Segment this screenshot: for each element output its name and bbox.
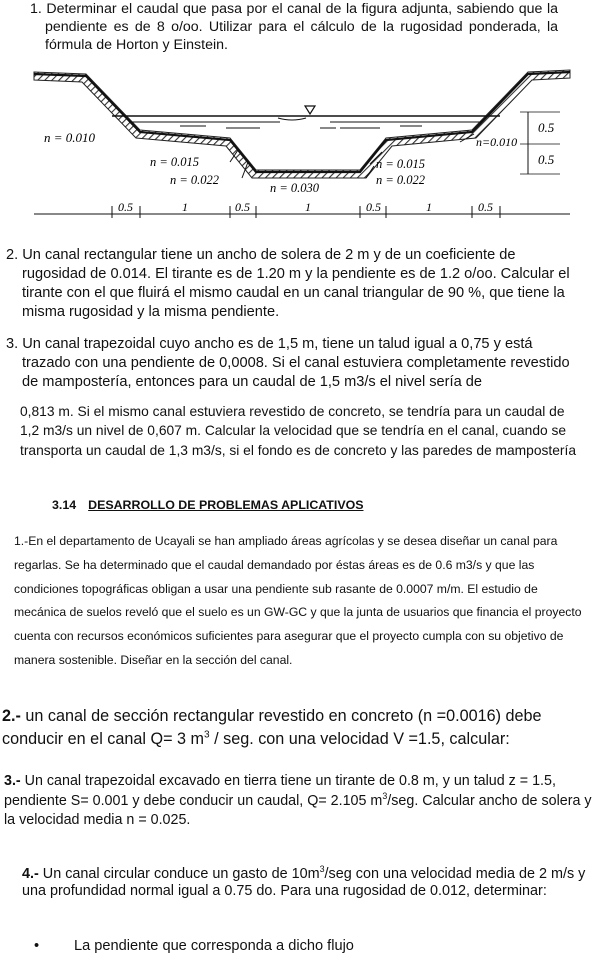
water-level-marker-icon — [305, 106, 315, 114]
question-3-text-a: Un canal trapezoidal cuyo ancho es de 1,5 m, tiene un talud igual a 0,75 y está trazado con una pendiente de 0,0008. Si el canal estuviera completamente revestido de mampostería, entonces para un caudal de 1,5 m3/s el nivel sería de — [22, 336, 570, 390]
question-2-number: 2. — [6, 247, 19, 263]
problem-3-number: 3.- — [4, 773, 21, 789]
problem-2-text-1: un canal de sección rectangular revestido en concreto (n =0.0016) debe conducir en el canal Q= 3 m — [2, 707, 542, 748]
width-seg-2: 1 — [182, 200, 188, 214]
label-n-bottom: n = 0.030 — [270, 181, 320, 195]
label-n-mid-left-bot: n = 0.022 — [170, 173, 220, 187]
question-1-number: 1. — [30, 1, 42, 17]
channel-cross-section-figure — [30, 66, 578, 224]
ground-hatch — [34, 70, 570, 178]
dim-depth-bottom: 0.5 — [538, 152, 555, 167]
problem-2-superscript: 3 — [204, 729, 210, 741]
label-n-mid-left-top: n = 0.015 — [150, 155, 200, 169]
bullet-text: La pendiente que corresponda a dicho flujo — [74, 938, 354, 954]
width-seg-6: 1 — [426, 200, 432, 214]
dim-depth-top: 0.5 — [538, 120, 555, 135]
question-3-text-b: 0,813 m. Si el mismo canal estuviera revestido de concreto, se tendría para un caudal de 1,2 m3/s un nivel de 0,607 m. Calcular la velocidad que se tendría en el canal, cuando se transporta un caudal de 1,3 m3/s, si el fondo es de concreto y las paredes de mampostería — [20, 404, 577, 458]
problem-4-text-2: /seg con una velocidad media de 2 m/s y una profundidad normal igual a 0.75 do. Para una rugosidad de 0.012, determinar: — [22, 866, 586, 899]
problem-4-number: 4.- — [22, 866, 39, 882]
section-title: DESARROLLO DE PROBLEMAS APLICATIVOS — [88, 498, 364, 512]
question-3-continued — [20, 402, 580, 460]
bullet-mark: • — [34, 938, 40, 954]
problem-1 — [14, 530, 586, 673]
section-number: 3.14 — [52, 498, 77, 512]
problem-3 — [4, 772, 596, 831]
problem-4-superscript: 3 — [319, 864, 325, 875]
problem-4-text-1: Un canal circular conduce un gasto de 10m — [38, 866, 320, 882]
problem-2-number: 2.- — [2, 707, 21, 725]
label-n-left: n = 0.010 — [44, 130, 96, 145]
problem-4 — [22, 866, 597, 899]
question-3-number: 3. — [6, 336, 19, 352]
question-1-text: Determinar el caudal que pasa por el canal de la figura adjunta, sabiendo que la pendiente es de 8 o/oo. Utilizar para el cálculo de la rugosidad ponderada, la fórmula de Horton y Einstein. — [45, 1, 558, 53]
width-seg-4: 1 — [305, 200, 311, 214]
width-seg-1: 0.5 — [118, 200, 133, 214]
bullet-item — [34, 938, 354, 954]
label-n-right: n=0.010 — [476, 135, 518, 149]
problem-3-text-2: /seg. Calcular ancho de solera y la velocidad media n = 0.025. — [4, 792, 592, 828]
width-seg-5: 0.5 — [366, 200, 381, 214]
label-n-mid-right-bot: n = 0.022 — [376, 173, 426, 187]
section-header — [52, 498, 363, 512]
width-seg-7: 0.5 — [478, 200, 493, 214]
width-seg-3: 0.5 — [235, 200, 250, 214]
problem-2-text-2: / seg. con una velocidad V =1.5, calcular: — [209, 730, 510, 748]
problem-3-superscript: 3 — [382, 790, 388, 801]
problem-2 — [2, 705, 598, 751]
label-n-mid-right-top: n = 0.015 — [376, 157, 426, 171]
problem-3-text-1: Un canal trapezoidal excavado en tierra tiene un tirante de 0.8 m, y un talud z = 1.5, pendiente S= 0.001 y debe conducir un caudal, Q= 2.105 m — [4, 773, 556, 809]
question-2 — [6, 246, 580, 322]
question-3 — [6, 335, 580, 392]
question-2-text: Un canal rectangular tiene un ancho de solera de 2 m y de un coeficiente de rugosidad de 0.014. El tirante es de 1.20 m y la pendiente es de 1.2 o/oo. Calcular el tirante con el que fluirá el mismo caudal en un canal triangular de 90 %, que tiene la misma rugosidad y la misma pendiente. — [22, 247, 570, 320]
question-1 — [30, 0, 558, 54]
problem-1-text: 1.-En el departamento de Ucayali se han ampliado áreas agrícolas y se desea diseñar un canal para regarlas. Se ha determinado que el caudal demandado por éstas áreas es de 0.6 m3/s y que las condiciones topográficas obligan a usar una pendiente sub rasante de 0.0007 m/m. El estudio de mecánica de suelos reveló que el suelo es un GW-GC y que la junta de usuarios que financia el proyecto cuenta con recursos económicos suficientes para asegurar que el proyecto cumpla con su objetivo de manera sostenible. Diseñar en la sección del canal. — [14, 534, 582, 667]
